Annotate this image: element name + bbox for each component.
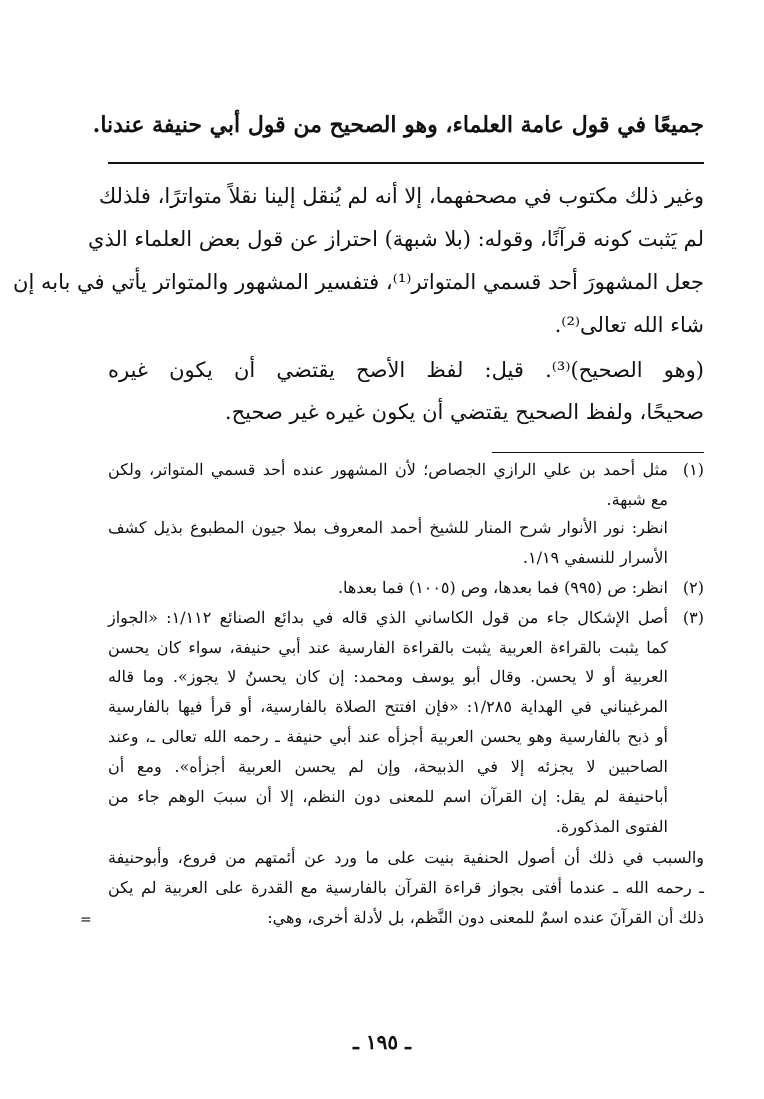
carryover-line: جميعًا في قول عامة العلماء، وهو الصحيح من قول أبي حنيفة عندنا. bbox=[92, 112, 704, 138]
main-text-line: وغير ذلك مكتوب في مصحفهما، إلا أنه لم يُنقل إلينا نقلاً متواترًا، فلذلك bbox=[98, 184, 704, 208]
footnote-line bbox=[108, 608, 704, 627]
margin-continuation-mark: = bbox=[80, 912, 92, 928]
footnote-line bbox=[108, 727, 704, 746]
footnote-text: والسبب في ذلك أن أصول الحنفية بنيت على ما ورد عن أئمتهم من فروع، وأبوحنيفة bbox=[108, 848, 704, 867]
footnote-number: (٢) bbox=[682, 578, 704, 597]
footnote-text: الفتوى المذكورة. bbox=[555, 817, 668, 836]
page-number: ـ ١٩٥ ـ bbox=[353, 1030, 411, 1054]
footnote-text: كما يثبت بالقراءة العربية يثبت بالقراءة الفارسية عند أبي حنيفة، سواء كان يحسن bbox=[108, 638, 668, 657]
footnote-text: الصاحبين لا يجزئه إلا في الذبيحة، وإن لم يحسن العربية أجزأه». ومع أن bbox=[108, 757, 668, 776]
footnote-line bbox=[108, 757, 704, 776]
footnote-text: مثل أحمد بن علي الرازي الجصاص؛ لأن المشهور عنده أحد قسمي المتواتر، ولكن bbox=[108, 460, 668, 479]
footnote-line bbox=[108, 548, 704, 567]
footnote-line bbox=[108, 878, 704, 897]
footnote-line bbox=[108, 638, 704, 657]
footnote-number: (٣) bbox=[682, 608, 704, 627]
footnote-line bbox=[108, 518, 704, 537]
main-text-line: لم يَثبت كونه قرآنًا، وقوله: (بلا شبهة) احتراز عن قول بعض العلماء الذي bbox=[88, 227, 704, 251]
footnote-line bbox=[108, 578, 704, 597]
footnote-line bbox=[108, 817, 704, 836]
main-text-line: صحيحًا، ولفظ الصحيح يقتضي أن يكون غيره غير صحيح. bbox=[224, 400, 704, 424]
footnote-text: انظر: ص (٩٩٥) فما بعدها، وص (١٠٠٥) فما بعدها. bbox=[337, 578, 668, 597]
main-text-line: شاء الله تعالى⁽²⁾. bbox=[554, 313, 704, 337]
footnote-text: انظر: نور الأنوار شرح المنار للشيخ أحمد المعروف بملا جيون المطبوع بذيل كشف bbox=[108, 518, 668, 537]
footnote-text: أو ذبح بالفارسية وهو يحسن العربية أجزأه عند أبي حنيفة ـ رحمه الله تعالى ـ، وعند bbox=[108, 727, 668, 746]
footnote-line bbox=[108, 460, 704, 479]
footnote-text: ذلك أن القرآنَ عنده اسمٌ للمعنى دون النَّظم، بل لأدلة أخرى، وهي: bbox=[267, 908, 704, 927]
main-text-line: (وهو الصحيح)⁽³⁾. قيل: لفظ الأصح يقتضي أن يكون غيره bbox=[108, 358, 704, 382]
footnote-text: المرغيناني في الهداية ١/٢٨٥: «فإن افتتح الصلاة بالفارسية، أو قرأ فيها بالفارسية bbox=[108, 697, 668, 716]
top-separator-rule bbox=[108, 162, 704, 164]
footnote-separator-rule bbox=[492, 452, 704, 453]
footnote-line bbox=[108, 787, 704, 806]
footnote-text: ـ رحمه الله ـ عندما أفتى بجواز قراءة القرآن بالفارسية مع القدرة على العربية لم يكن bbox=[108, 878, 704, 897]
footnote-number: (١) bbox=[682, 460, 704, 479]
footnote-text: أباحنيفة لم يقل: إن القرآن اسم للمعنى دون النظم، إلا أن سببَ الوهم جاء من bbox=[108, 787, 668, 806]
footnote-line bbox=[108, 490, 704, 509]
footnote-line bbox=[108, 848, 704, 867]
footnote-text: الأسرار للنسفي ١/١٩. bbox=[522, 548, 668, 567]
main-text-line: جعل المشهورَ أحد قسمي المتواتر⁽¹⁾، فتفسير المشهور والمتواتر يأتي في بابه إن bbox=[13, 270, 704, 294]
footnote-line bbox=[108, 697, 704, 716]
footnote-text: أصل الإشكال جاء من قول الكاساني الذي قاله في بدائع الصنائع ١/١١٢: «الجواز bbox=[108, 608, 668, 627]
footnote-text: مع شبهة. bbox=[606, 490, 668, 509]
footnote-line bbox=[108, 667, 704, 686]
footnote-line bbox=[108, 908, 704, 927]
footnote-text: العربية أو لا يحسن. وقال أبو يوسف ومحمد: إن كان يحسنُ لا يجوز». وما قاله bbox=[108, 667, 668, 686]
